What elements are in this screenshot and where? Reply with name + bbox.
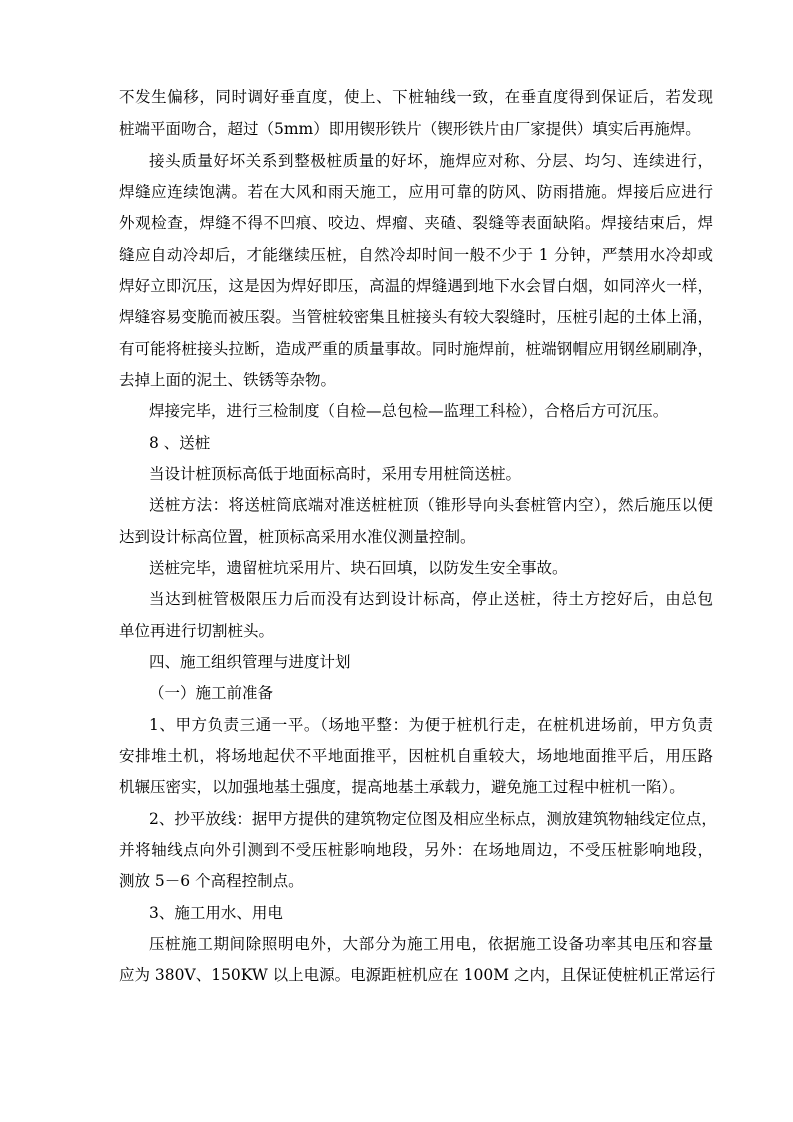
text-line: 有可能将桩接头拉断，造成严重的质量事故。同时施焊前，桩端钢帽应用钢丝刷刷净， xyxy=(119,340,713,358)
text-line: 安排堆土机，将场地起伏不平地面推平，因桩机自重较大，场地地面推平后，用压路 xyxy=(119,747,713,765)
text-line: 焊缝容易变脆而被压裂。当管桩较密集且桩接头有较大裂缝时，压桩引起的土体上涌， xyxy=(119,308,713,326)
section-heading: 四、施工组织管理与进度计划 xyxy=(149,653,351,671)
text-line: 焊缝应连续饱满。若在大风和雨天施工，应用可靠的防风、防雨措施。焊接后应进行 xyxy=(119,183,713,201)
text-line: 不发生偏移，同时调好垂直度，使上、下桩轴线一致，在垂直度得到保证后，若发现 xyxy=(119,88,713,106)
subsection-heading: 3、施工用水、用电 xyxy=(149,904,283,922)
text-line: 去掉上面的泥土、铁锈等杂物。 xyxy=(119,371,337,389)
text-line: 达到设计标高位置，桩顶标高采用水准仪测量控制。 xyxy=(119,528,476,546)
text-line: 外观检查，焊缝不得不凹痕、咬边、焊瘤、夹碴、裂缝等表面缺陷。焊接结束后，焊 xyxy=(119,214,713,232)
text-line: 焊接完毕，进行三检制度（自检—总包检—监理工科检），合格后方可沉压。 xyxy=(149,402,669,420)
text-line: 2、抄平放线：据甲方提供的建筑物定位图及相应坐标点，测放建筑物轴线定位点， xyxy=(149,810,717,828)
text-line: 送桩方法：将送桩筒底端对准送桩桩顶（锥形导向头套桩管内空），然后施压以便 xyxy=(149,496,713,514)
text-line: 缝应自动冷却后，才能继续压桩，自然冷却时间一般不少于 1 分钟，严禁用水冷却或 xyxy=(119,246,713,264)
text-line: 测放 5－6 个高程控制点。 xyxy=(119,872,304,890)
text-line: 当设计桩顶标高低于地面标高时，采用专用桩筒送桩。 xyxy=(149,465,522,483)
subsection-heading: （一）施工前准备 xyxy=(149,684,274,702)
text-line: 压桩施工期间除照明电外，大部分为施工用电，依据施工设备功率其电压和容量 xyxy=(149,935,713,953)
text-line: 机辗压密实，以加强地基土强度，提高地基土承载力，避免施工过程中桩机一陷）。 xyxy=(119,778,685,796)
text-line: 1、甲方负责三通一平。（场地平整：为便于桩机行走，在桩机进场前，甲方负责 xyxy=(149,716,713,734)
text-line: 送桩完毕，遗留桩坑采用片、块石回填，以防发生安全事故。 xyxy=(149,559,568,577)
text-line: 接头质量好坏关系到整极桩质量的好坏，施焊应对称、分层、均匀、连续进行， xyxy=(149,152,713,170)
section-heading: 8 、送桩 xyxy=(149,434,211,452)
text-line: 焊好立即沉压，这是因为焊好即压，高温的焊缝遇到地下水会冒白烟，如同淬火一样， xyxy=(119,277,713,295)
text-line: 单位再进行切割桩头。 xyxy=(119,622,275,640)
text-line: 当达到桩管极限压力后而没有达到设计标高，停止送桩，待土方挖好后，由总包 xyxy=(149,590,713,608)
text-line: 应为 380V、150KW 以上电源。电源距桩机应在 100M 之内，且保证使桩机正常运行 xyxy=(119,966,716,984)
text-line: 桩端平面吻合，超过（5mm）即用锲形铁片（锲形铁片由厂家提供）填实后再施焊。 xyxy=(119,120,701,138)
text-line: 并将轴线点向外引测到不受压桩影响地段，另外：在场地周边，不受压桩影响地段， xyxy=(119,841,713,859)
